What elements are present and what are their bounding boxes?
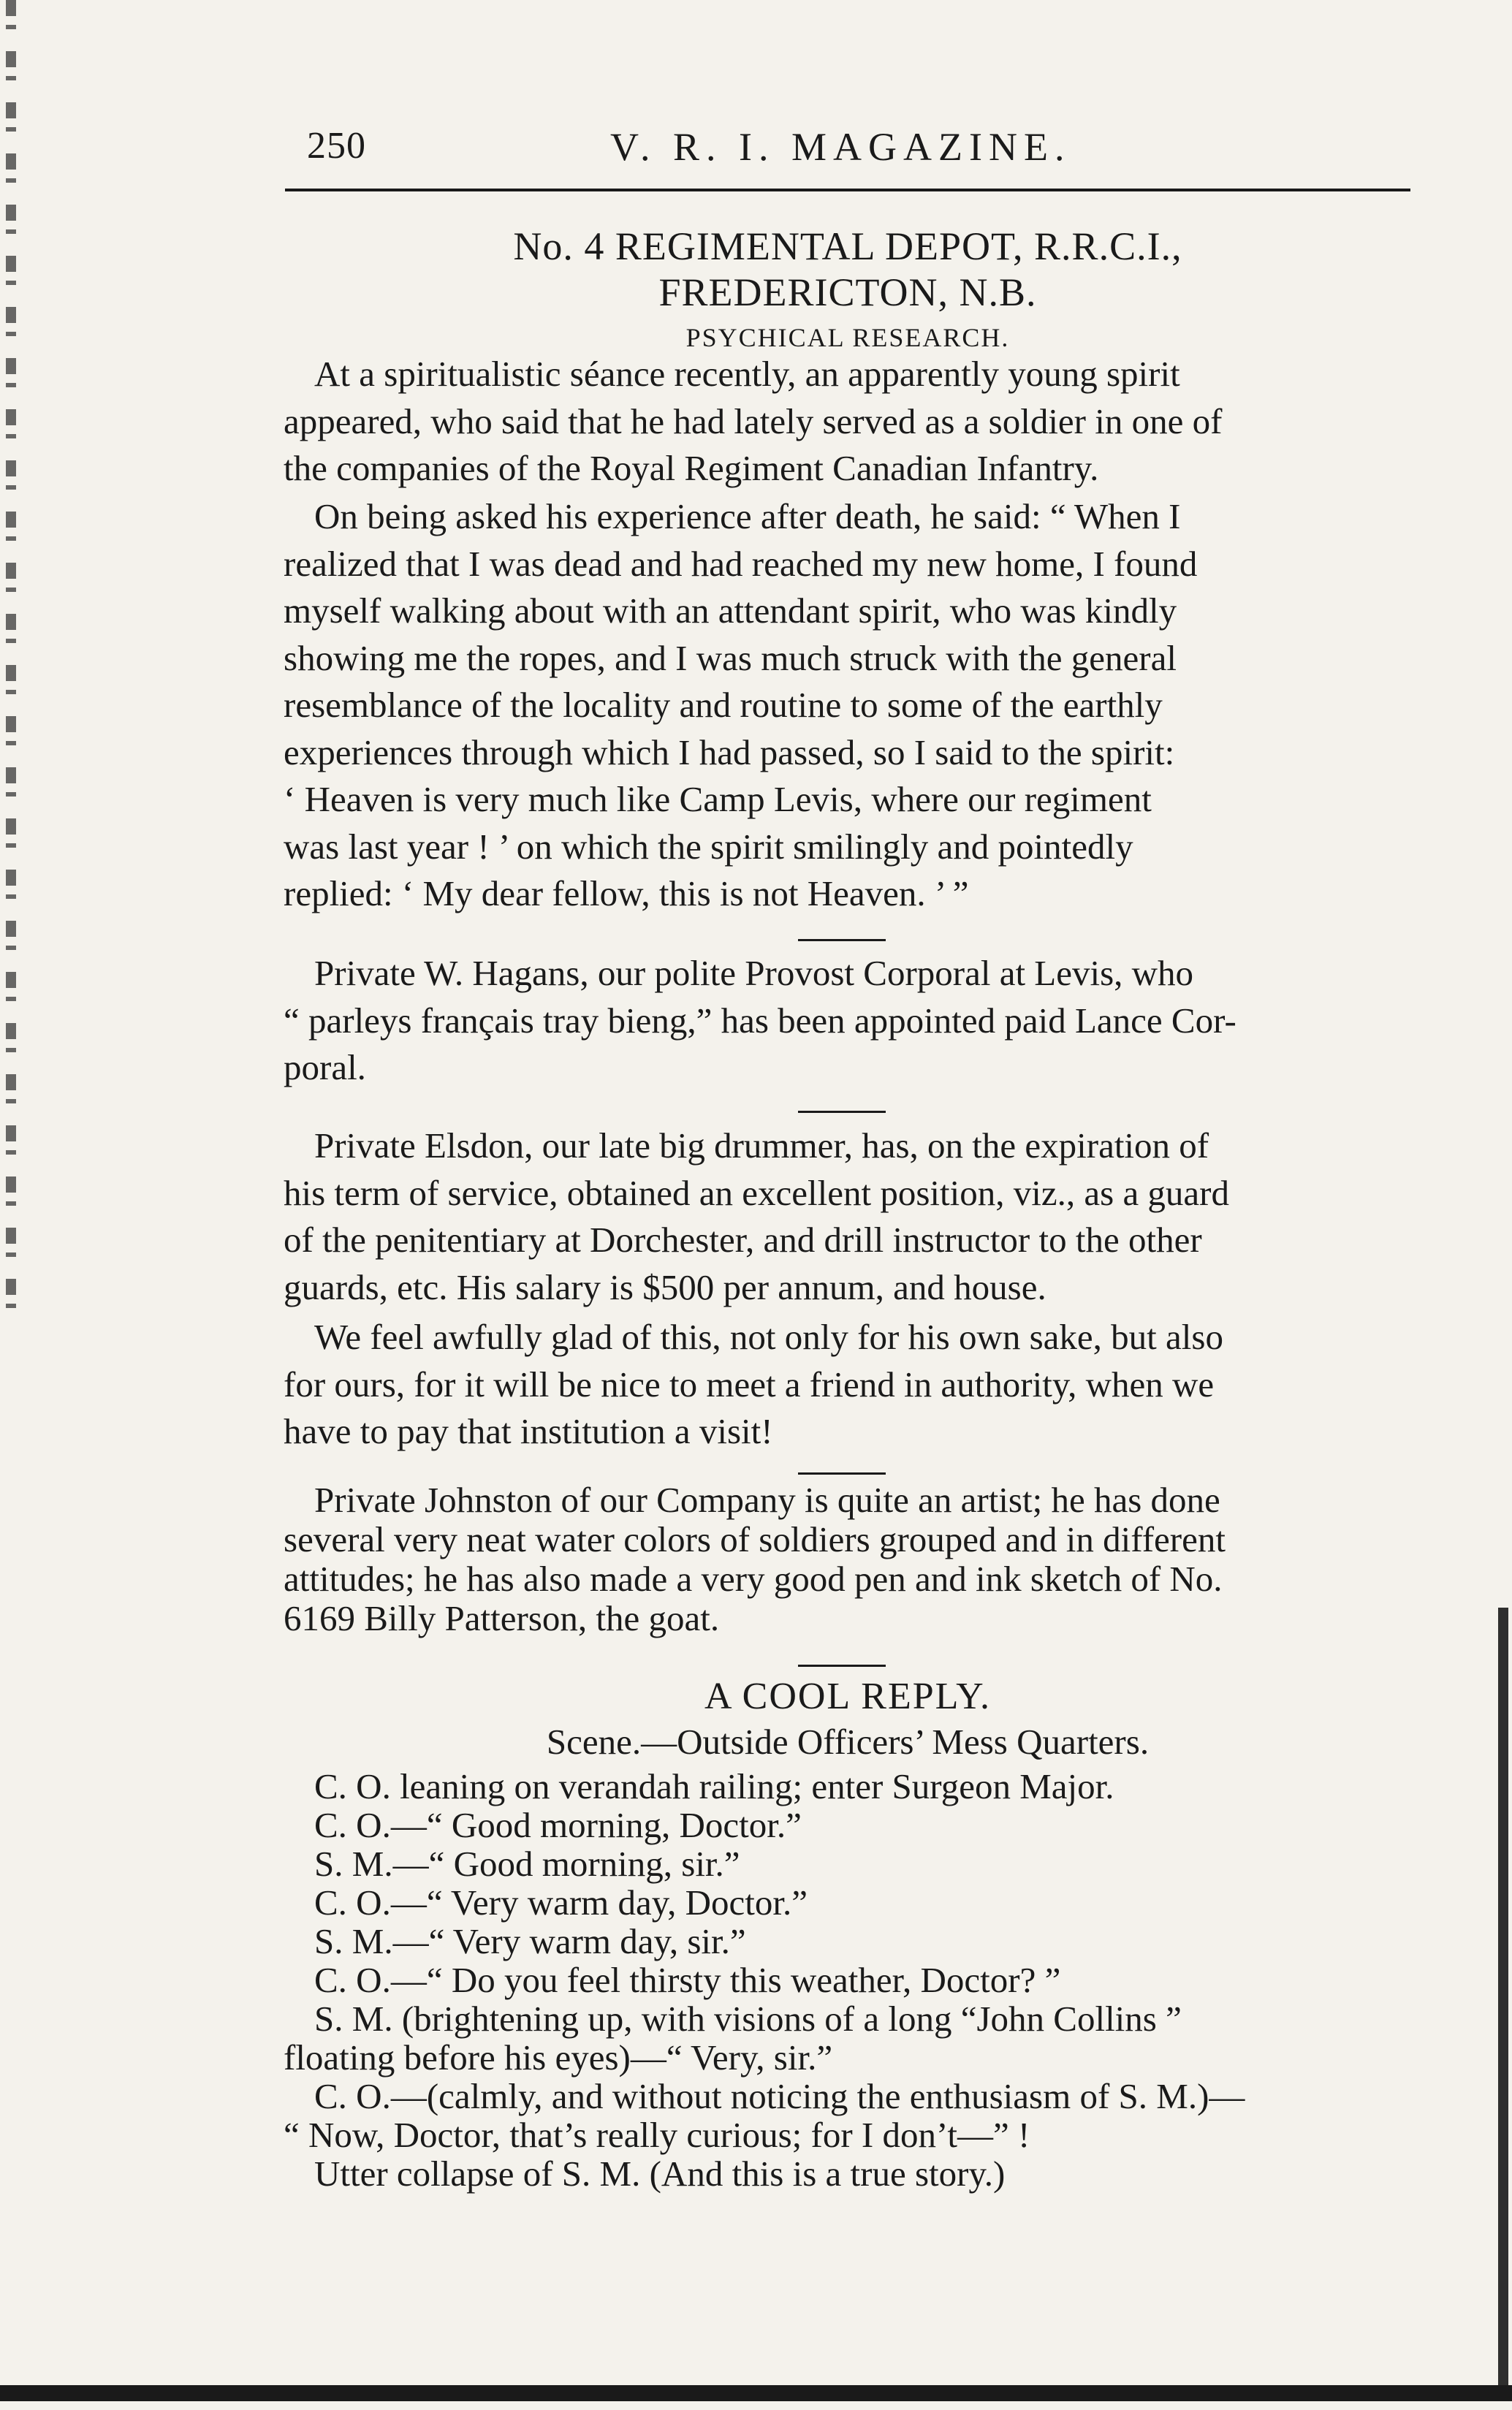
- dialogue-line: “ Now, Doctor, that’s really curious; for I don’t—” !: [284, 2115, 1030, 2155]
- text-line: of the penitentiary at Dorchester, and drill instructor to the other: [284, 1220, 1202, 1260]
- text-line: We feel awfully glad of this, not only for his own sake, but also: [314, 1317, 1223, 1357]
- text-line: resemblance of the locality and routine to some of the earthly: [284, 685, 1163, 725]
- dialogue-line: Utter collapse of S. M. (And this is a true story.): [314, 2154, 1006, 2194]
- dialogue-block: [284, 1767, 1409, 2193]
- text-line: On being asked his experience after death, he said: “ When I: [314, 496, 1181, 536]
- article-subheading: PSYCHICAL RESEARCH.: [685, 323, 1010, 352]
- scanned-binding-edge: [6, 0, 16, 1330]
- dialogue-line: S. M.—“ Very warm day, sir.”: [314, 1921, 746, 1961]
- text-line: have to pay that institution a visit!: [284, 1411, 773, 1451]
- dialogue-line: C. O. leaning on verandah railing; enter Surgeon Major.: [314, 1766, 1114, 1806]
- text-line: myself walking about with an attendant spirit, who was kindly: [284, 590, 1177, 631]
- text-line: “ parleys français tray bieng,” has been appointed paid Lance Cor-: [284, 1000, 1236, 1041]
- text-line: At a spiritualistic séance recently, an apparently young spirit: [314, 354, 1180, 394]
- text-line: experiences through which I had passed, so I said to the spirit:: [284, 731, 1175, 772]
- text-line: was last year ! ’ on which the spirit smilingly and pointedly: [284, 826, 1133, 867]
- text-line: Private Johnston of our Company is quite an artist; he has done: [314, 1480, 1220, 1520]
- text-line: Private Elsdon, our late big drummer, has, on the expiration of: [314, 1125, 1209, 1166]
- paragraph-glad: [284, 1314, 1409, 1456]
- section-separator: [798, 1472, 886, 1475]
- header-rule: [285, 189, 1410, 191]
- text-line: the companies of the Royal Regiment Canadian Infantry.: [284, 448, 1099, 488]
- article-heading-line2: FREDERICTON, N.B.: [658, 270, 1037, 314]
- text-line: replied: ‘ My dear fellow, this is not Heaven. ’ ”: [284, 873, 969, 913]
- text-line: for ours, for it will be nice to meet a friend in authority, when we: [284, 1364, 1215, 1404]
- article-heading-line1: No. 4 REGIMENTAL DEPOT, R.R.C.I.,: [513, 224, 1182, 268]
- paragraph-hagans: [284, 950, 1409, 1092]
- running-title: V. R. I. MAGAZINE.: [610, 125, 1071, 169]
- paragraph-johnston: [284, 1480, 1409, 1638]
- dialogue-line: C. O.—“ Good morning, Doctor.”: [314, 1805, 802, 1845]
- cool-reply-title: A COOL REPLY.: [704, 1676, 992, 1717]
- page-number: 250: [307, 125, 366, 167]
- dialogue-line: S. M. (brightening up, with visions of a long “John Collins ”: [314, 1999, 1182, 2039]
- text-line: 6169 Billy Patterson, the goat.: [284, 1598, 720, 1638]
- section-separator: [798, 939, 886, 941]
- paragraph-experience: [284, 493, 1409, 918]
- dialogue-line: C. O.—“ Very warm day, Doctor.”: [314, 1882, 808, 1923]
- text-line: attitudes; he has also made a very good pen and ink sketch of No.: [284, 1559, 1223, 1599]
- text-line: poral.: [284, 1047, 366, 1087]
- text-line: several very neat water colors of soldiers grouped and in different: [284, 1519, 1226, 1559]
- dialogue-line: C. O.—“ Do you feel thirsty this weather, Doctor? ”: [314, 1960, 1061, 2000]
- text-line: ‘ Heaven is very much like Camp Levis, where our regiment: [284, 779, 1152, 819]
- text-line: Private W. Hagans, our polite Provost Corporal at Levis, who: [314, 953, 1194, 993]
- paragraph-seance: [284, 351, 1409, 493]
- text-line: showing me the ropes, and I was much struck with the general: [284, 637, 1177, 678]
- scene-text: Scene.—Outside Officers’ Mess Quarters.: [546, 1722, 1150, 1762]
- section-separator: [798, 1111, 886, 1113]
- scanned-page-edge: [1498, 1608, 1508, 2390]
- text-line: appeared, who said that he had lately served as a soldier in one of: [284, 400, 1223, 441]
- paragraph-elsdon: [284, 1122, 1409, 1311]
- text-line: his term of service, obtained an excellent position, viz., as a guard: [284, 1172, 1230, 1213]
- dialogue-line: C. O.—(calmly, and without noticing the enthusiasm of S. M.)—: [314, 2076, 1245, 2116]
- dialogue-line: floating before his eyes)—“ Very, sir.”: [284, 2037, 833, 2078]
- scene-line: [285, 1719, 1410, 1765]
- text-line: guards, etc. His salary is $500 per annum, and house.: [284, 1266, 1046, 1307]
- dialogue-line: S. M.—“ Good morning, sir.”: [314, 1844, 740, 1884]
- text-line: realized that I was dead and had reached my new home, I found: [284, 543, 1198, 584]
- section-separator: [798, 1665, 886, 1667]
- scanned-bottom-edge: [0, 2385, 1512, 2401]
